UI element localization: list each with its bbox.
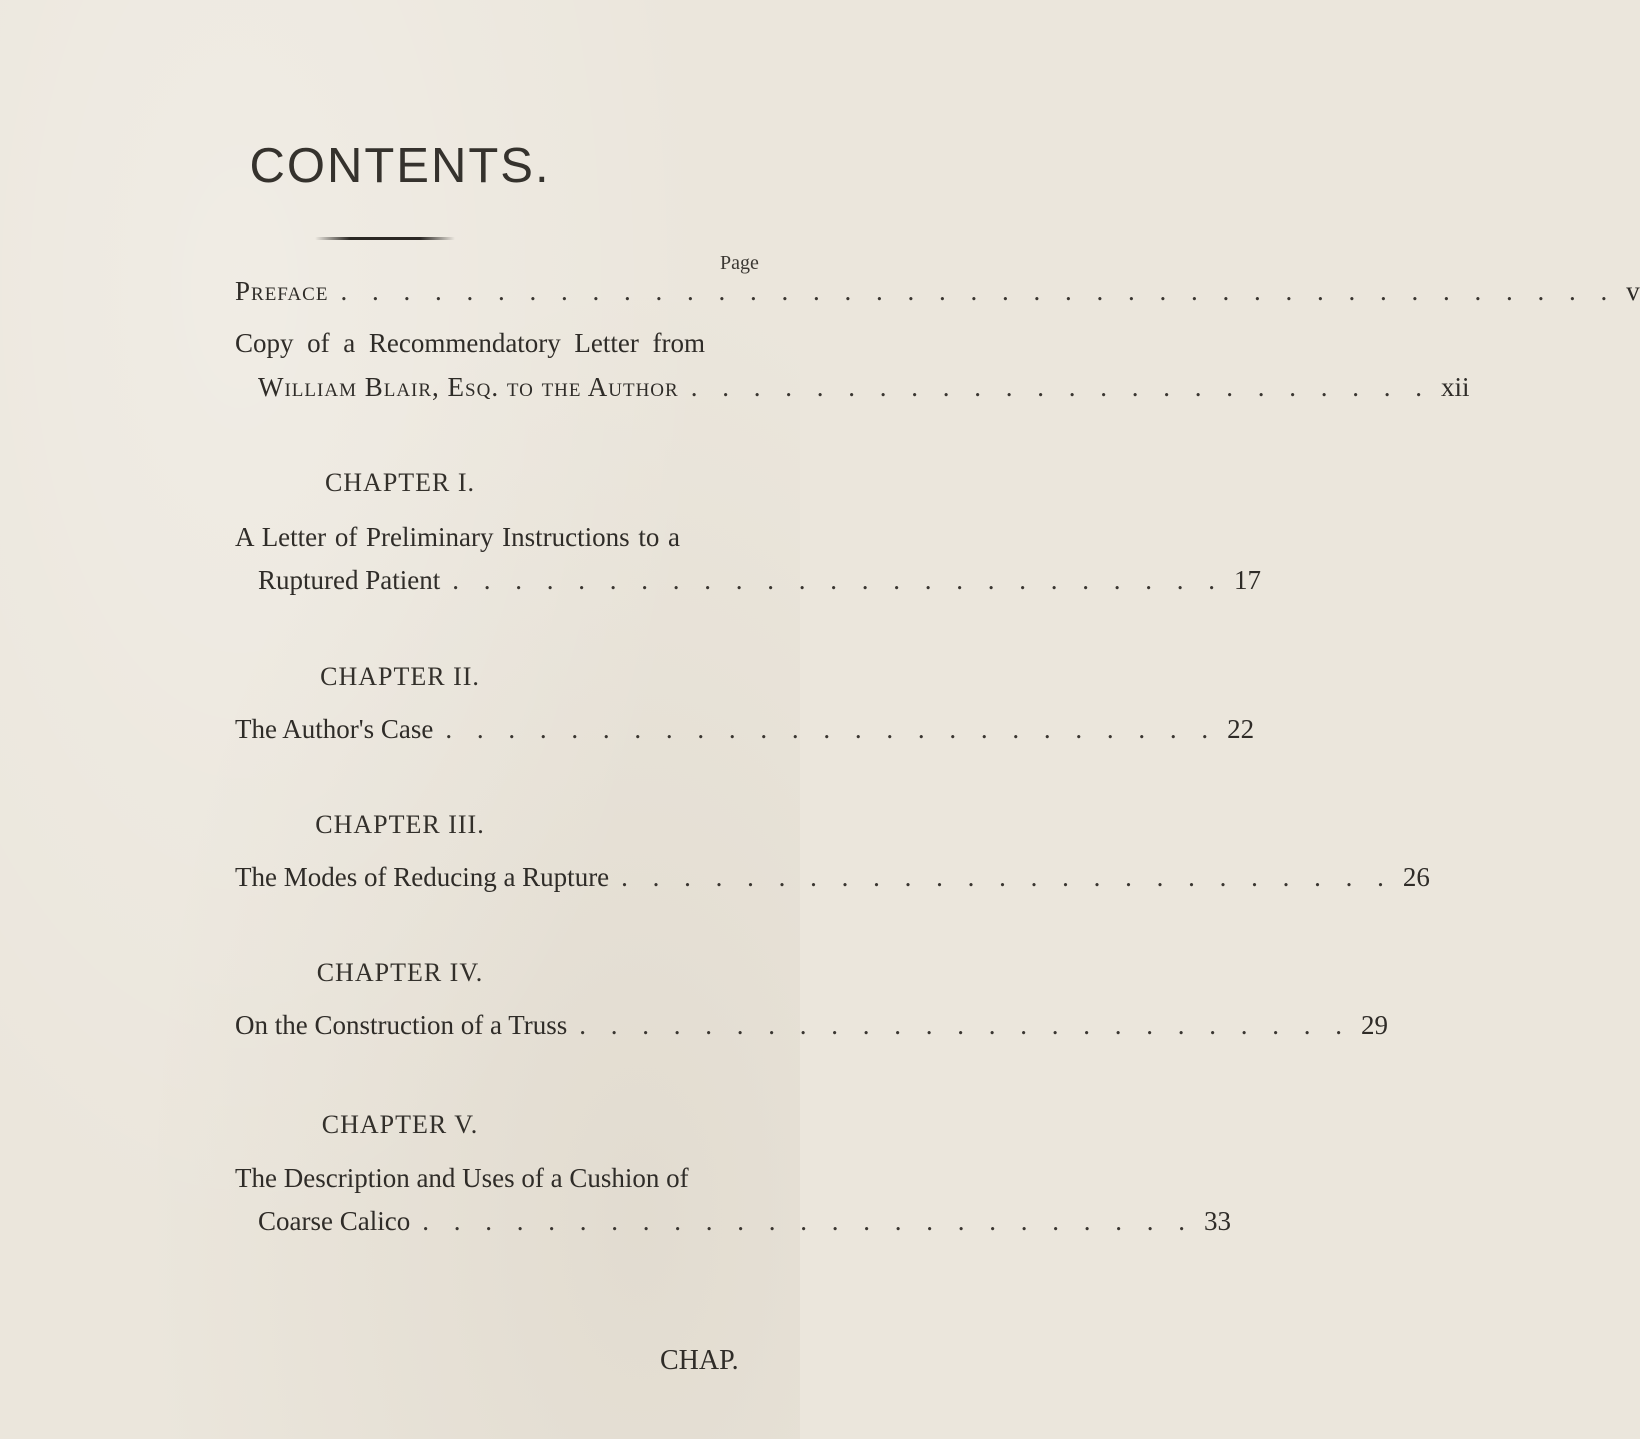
entry-title-line-2: Coarse Calico <box>258 1206 411 1236</box>
dot-leader: . . . . . . . . . . . . . . . . . . . . . . . . . <box>422 1206 1194 1236</box>
dot-leader: . . . . . . . . . . . . . . . . . . . . . . . . . <box>445 714 1218 744</box>
entry-title-line-1: The Description and Uses of a Cushion of <box>235 1163 689 1193</box>
contents-title: CONTENTS. <box>249 139 551 193</box>
entry-page-number: 29 <box>1361 1010 1389 1040</box>
chapter-heading-5: CHAPTER V. <box>321 1110 479 1139</box>
dot-leader: . . . . . . . . . . . . . . . . . . . . . . . . <box>690 372 1431 402</box>
entry-page-number: v <box>1626 276 1640 306</box>
title-rule <box>315 237 455 240</box>
entry-title-line-1: A Letter of Preliminary Instructions to a <box>235 522 680 552</box>
entry-title: On the Construction of a Truss <box>235 1010 568 1040</box>
entry-title-line-2: William Blair, Esq. to the Author <box>258 372 679 402</box>
entry-title-line-2: Ruptured Patient <box>258 565 441 595</box>
entry-page-number: 26 <box>1402 862 1430 892</box>
entry-title: The Author's Case <box>235 714 434 744</box>
entry-page-number: 33 <box>1203 1206 1231 1236</box>
entry-page-number: xii <box>1440 372 1470 402</box>
dot-leader: . . . . . . . . . . . . . . . . . . . . . . . . . <box>621 862 1393 892</box>
chapter-heading-3: CHAPTER III. <box>315 810 485 839</box>
catchword: CHAP. <box>660 1345 739 1376</box>
entry-title: The Modes of Reducing a Rupture <box>235 862 610 892</box>
chapter-heading-4: CHAPTER IV. <box>316 958 484 987</box>
entry-title: Preface <box>235 276 329 306</box>
entry-page-number: 17 <box>1233 565 1261 595</box>
page-column-label: Page <box>720 252 759 274</box>
entry-page-number: 22 <box>1227 714 1255 744</box>
dot-leader: . . . . . . . . . . . . . . . . . . . . . . . . . <box>452 565 1224 595</box>
chapter-heading-2: CHAPTER II. <box>320 662 480 691</box>
entry-title-line-1: Copy of a Recommendatory Letter from <box>235 328 705 358</box>
dot-leader: . . . . . . . . . . . . . . . . . . . . . . . . . <box>579 1010 1352 1040</box>
chapter-heading-1: CHAPTER I. <box>324 468 476 497</box>
dot-leader: . . . . . . . . . . . . . . . . . . . . . . . . . . . . . . . . . . . . . . . . . <box>340 276 1617 306</box>
